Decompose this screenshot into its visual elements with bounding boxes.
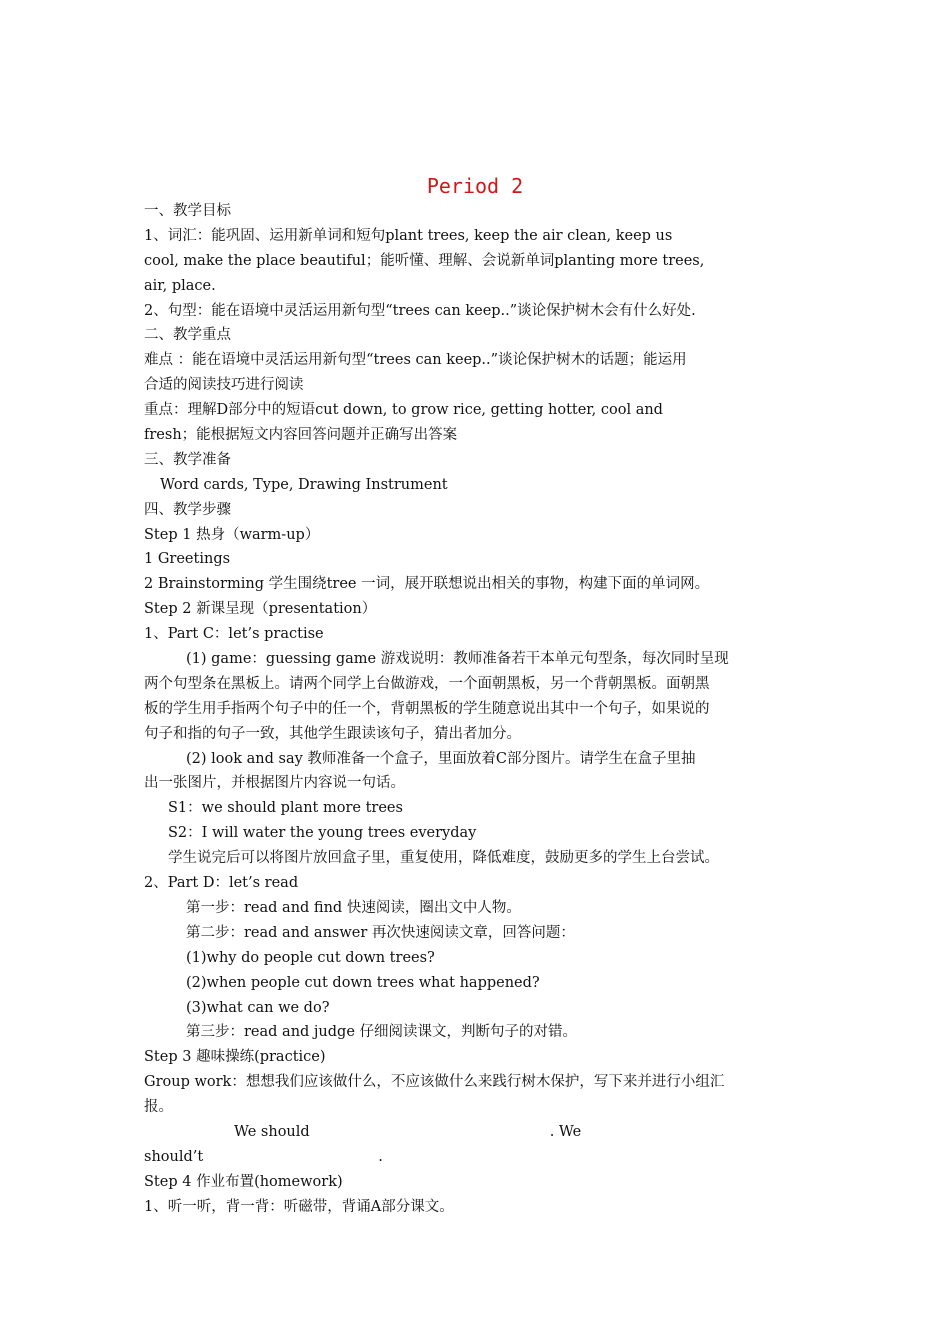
step-heading: Step 2 新课呈现（presentation） (144, 601, 377, 618)
text-line: 1 Greetings (144, 551, 231, 568)
text-line: (3)what can we do? (186, 999, 330, 1016)
fill-in-prompt: We should (234, 1123, 310, 1140)
text-line: air, place. (144, 277, 216, 294)
text-line: 重点：理解D部分中的短语cut down, to grow rice, getting hotter, cool and (144, 402, 663, 419)
fill-in-prompt: should’t (144, 1148, 204, 1165)
section-heading-steps: 四、教学步骤 (144, 501, 231, 518)
section-heading-objectives: 一、教学目标 (144, 203, 231, 219)
text-line: 出一张图片，并根据图片内容说一句话。 (144, 775, 405, 792)
text-line: fresh；能根据短文内容回答问题并正确写出答案 (144, 427, 458, 444)
text-line: 1、听一听，背一背：听磁带，背诵A部分课文。 (144, 1198, 454, 1215)
step-heading: Step 1 热身（warm-up） (144, 526, 320, 543)
text-line: (2)when people cut down trees what happened? (186, 974, 540, 991)
text-line: (1) game：guessing game 游戏说明：教师准备若干本单元句型条，每次同时呈现 (186, 651, 729, 668)
section-heading-preparation: 三、教学准备 (144, 451, 231, 468)
fill-in-prompt: . We (549, 1123, 582, 1140)
text-line: 2、Part D：let’s read (144, 875, 299, 892)
text-line: 板的学生用手指两个句子中的任一个，背朝黑板的学生随意说出其中一个句子，如果说的 (144, 700, 710, 717)
text-line: 1、Part C：let’s practise (144, 626, 324, 643)
text-line: 报。 (144, 1099, 173, 1116)
fill-in-prompt: . (378, 1148, 383, 1165)
text-line: S2：I will water the young trees everyday (168, 825, 477, 842)
text-line: cool, make the place beautiful；能听懂、理解、会说新单词planting more trees, (144, 252, 705, 269)
text-line: 第三步：read and judge 仔细阅读课文，判断句子的对错。 (186, 1024, 578, 1041)
document-body (144, 199, 812, 1220)
text-line: Group work：想想我们应该做什么，不应该做什么来践行树木保护，写下来并进行小组汇 (144, 1074, 725, 1091)
text-line: 第一步：read and find 快速阅读，圈出文中人物。 (186, 899, 521, 916)
text-line: 合适的阅读技巧进行阅读 (144, 377, 304, 394)
text-line: Word cards, Type, Drawing Instrument (160, 476, 448, 493)
document-title: Period 2 (426, 174, 524, 198)
text-line: 两个句型条在黑板上。请两个同学上台做游戏，一个面朝黑板，另一个背朝黑板。面朝黑 (144, 675, 710, 692)
fill-in-line (144, 1120, 812, 1145)
step-heading: Step 4 作业布置(homework) (144, 1173, 343, 1190)
step-heading: Step 3 趣味操练(practice) (144, 1049, 326, 1066)
text-line: 2、句型：能在语境中灵活运用新句型“trees can keep..”谈论保护树木会有什么好处. (144, 302, 696, 319)
text-line: 2 Brainstorming 学生围绕tree 一词，展开联想说出相关的事物，构建下面的单词网。 (144, 576, 710, 593)
text-line: (1)why do people cut down trees? (186, 949, 435, 966)
text-line: (2) look and say 教师准备一个盒子，里面放着C部分图片。请学生在盒子里抽 (186, 750, 696, 767)
text-line: 学生说完后可以将图片放回盒子里，重复使用，降低难度，鼓励更多的学生上台尝试。 (168, 850, 719, 867)
text-line: S1：we should plant more trees (168, 800, 403, 817)
text-line: 第二步：read and answer 再次快速阅读文章，回答问题： (186, 924, 575, 941)
text-line: 句子和指的句子一致，其他学生跟读该句子，猜出者加分。 (144, 725, 521, 742)
text-line: 1、词汇：能巩固、运用新单词和短句plant trees, keep the air clean, keep us (144, 227, 673, 244)
text-line: 难点 ：能在语境中灵活运用新句型“trees can keep..”谈论保护树木的话题；能运用 (144, 352, 687, 369)
fill-in-line (144, 1145, 812, 1170)
section-heading-key-points: 二、教学重点 (144, 327, 231, 344)
